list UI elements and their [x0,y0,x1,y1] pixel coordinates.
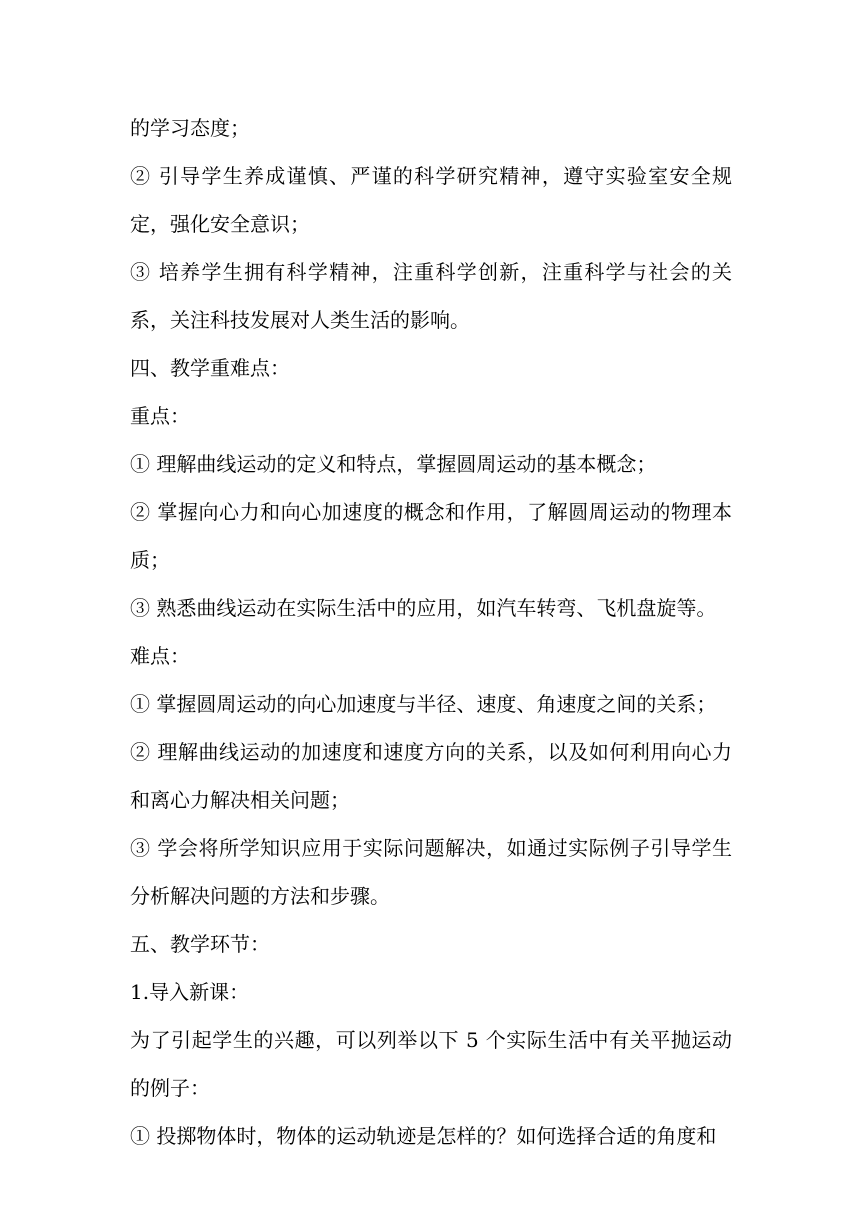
key-point-1: ① 理解曲线运动的定义和特点，掌握圆周运动的基本概念； [130,452,657,476]
section-heading-key-difficult-points: 四、教学重难点： [130,356,290,380]
key-point-2: ② 掌握向心力和向心加速度的概念和作用，了解圆周运动的物理本质； [130,500,732,572]
difficult-point-1: ① 掌握圆周运动的向心加速度与半径、速度、角速度之间的关系； [130,692,717,716]
subheading-difficult-points: 难点： [130,644,190,668]
paragraph-introduction: 为了引起学生的兴趣，可以列举以下 5 个实际生活中有关平抛运动的例子： [130,1028,732,1100]
difficult-point-3: ③ 学会将所学知识应用于实际问题解决，如通过实际例子引导学生分析解决问题的方法和步骤。 [130,836,732,908]
example-1: ① 投掷物体时，物体的运动轨迹是怎样的？如何选择合适的角度和 [130,1124,717,1148]
section-heading-teaching-steps: 五、教学环节： [130,932,270,956]
paragraph-goal-3: ③ 培养学生拥有科学精神，注重科学创新，注重科学与社会的关系，关注科技发展对人类生活的影响。 [130,260,732,332]
step-heading-introduction: 1.导入新课： [130,980,250,1004]
document-body [130,104,732,1160]
paragraph-attitude-continuation: 的学习态度； [130,116,250,140]
subheading-key-points: 重点： [130,404,190,428]
difficult-point-2: ② 理解曲线运动的加速度和速度方向的关系，以及如何利用向心力和离心力解决相关问题； [130,740,732,812]
key-point-3: ③ 熟悉曲线运动在实际生活中的应用，如汽车转弯、飞机盘旋等。 [130,596,717,620]
paragraph-goal-2: ② 引导学生养成谨慎、严谨的科学研究精神，遵守实验室安全规定，强化安全意识； [130,164,732,236]
